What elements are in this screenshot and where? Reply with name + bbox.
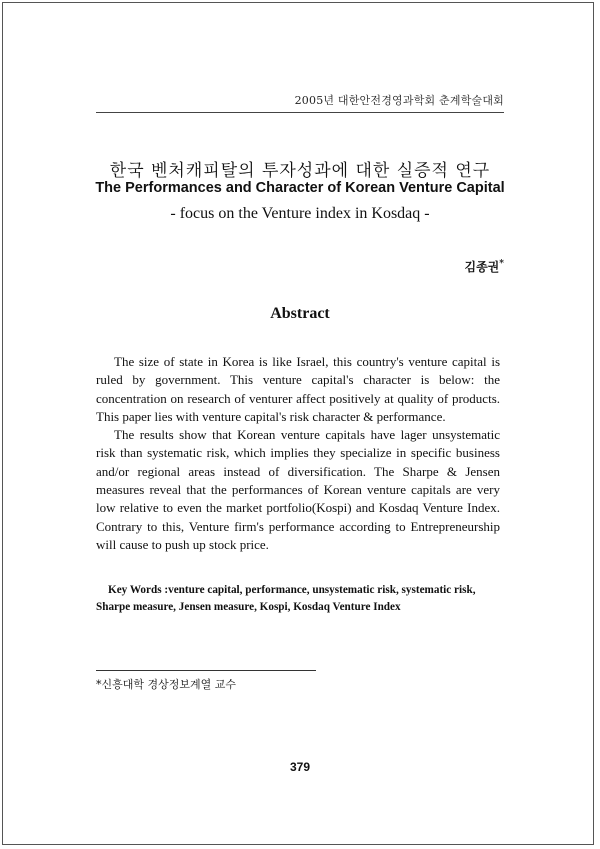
abstract-paragraph-1: The size of state in Korea is like Israel, this country's venture capital is ruled by government. This venture capital's character is below: the concentration on research of venturer affect positively at quality of products. This paper lies with venture capital's risk character & performance. [96,354,500,424]
keywords [96,582,500,615]
running-header: 2005년 대한안전경영과학회 춘계학술대회 [294,94,504,107]
abstract-paragraph-2: The results show that Korean venture capitals have lager unsystematic risk than systematic risk, which implies they specialize in specific business and/or regional areas instead of diversification. The Sharpe & Jensen measures reveal that the performances of Korean venture capitals are very low relative to even the market portfolio(Kospi) and Kosdaq Venture Index. Contrary to this, Venture firm's performance according to Entrepreneurship will cause to push up stock price. [96,427,500,552]
abstract-body [96,353,500,554]
page-number: 379 [289,760,311,774]
footnote: *신흥대학 경상정보계열 교수 [96,678,237,691]
header-rule [96,112,504,113]
footnote-rule [96,670,316,671]
keywords-text: venture capital, performance, unsystematic risk, systematic risk, Sharpe measure, Jensen measure, Kospi, Kosdaq Venture Index [96,584,476,613]
keywords-label: Key Words : [108,584,169,596]
abstract-heading: Abstract [270,305,330,322]
author-footnote-mark: * [499,259,504,269]
title-english: The Performances and Character of Korean Venture Capital [95,180,505,196]
title-korean: 한국 벤처캐피탈의 투자성과에 대한 실증적 연구 [109,161,491,181]
subtitle: - focus on the Venture index in Kosdaq - [170,205,430,222]
author [465,258,505,275]
author-name: 김종권 [464,260,500,274]
